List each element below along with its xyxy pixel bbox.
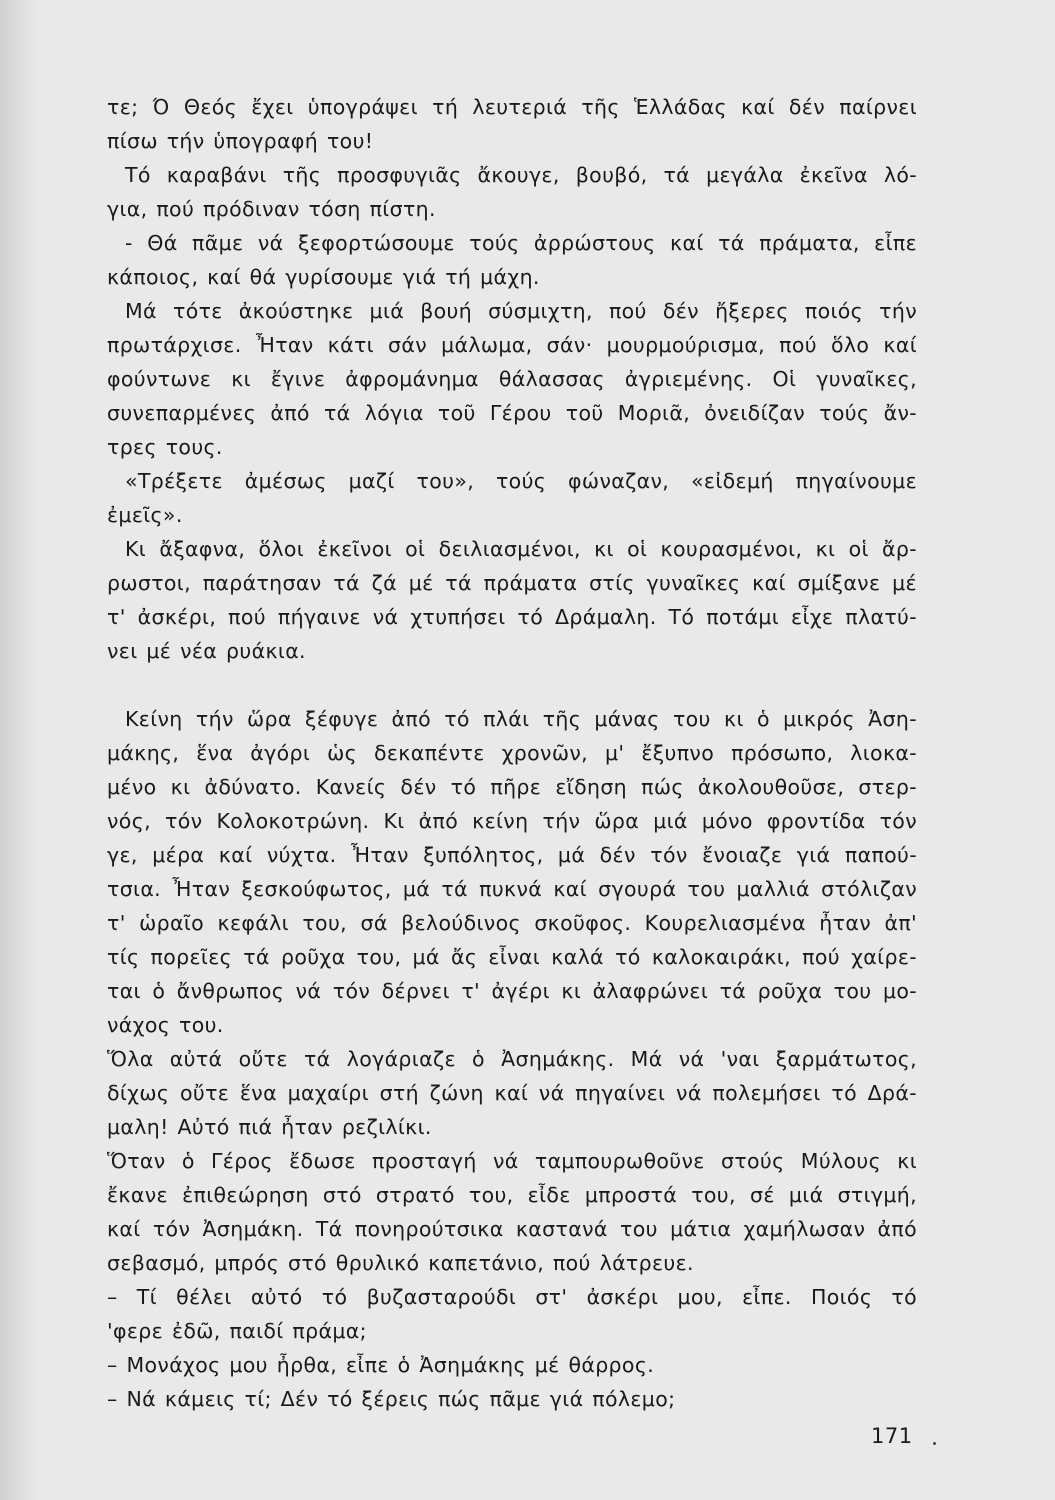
text-line: νει μέ νέα ρυάκια.: [107, 639, 306, 663]
text-line: Ὅταν ὁ Γέρος ἔδωσε προσταγή νά ταμπουρωθοῦνε στούς Μύλους κι: [107, 1149, 917, 1173]
body-text: [107, 90, 917, 1416]
text-line: νός, τόν Κολοκοτρώνη. Κι ἀπό κείνη τήν ὥρα μιά μόνο φροντίδα τόν: [107, 809, 917, 833]
text-line: σεβασμό, μπρός στό θρυλικό καπετάνιο, πού λάτρευε.: [107, 1251, 694, 1275]
text-line: γε, μέρα καί νύχτα. Ἦταν ξυπόλητος, μά δέν τόν ἔνοιαζε γιά παπού-: [107, 843, 917, 867]
text-line: Κι ἄξαφνα, ὅλοι ἐκεῖνοι οἱ δειλιασμένοι, κι οἱ κουρασμένοι, κι οἱ ἄρ-: [125, 537, 917, 561]
text-line: ρωστοι, παράτησαν τά ζά μέ τά πράματα στίς γυναῖκες καί σμίξανε μέ: [107, 571, 917, 595]
text-line: πίσω τήν ὑπογραφή του!: [107, 129, 374, 153]
text-line: «Τρέξετε ἀμέσως μαζί του», τούς φώναζαν, «εἰδεμή πηγαίνουμε: [125, 469, 917, 493]
text-line: ἐμεῖς».: [107, 503, 183, 527]
text-line: Ὅλα αὐτά οὔτε τά λογάριαζε ὁ Ἀσημάκης. Μά νά 'ναι ξαρμάτωτος,: [107, 1047, 917, 1071]
text-line: μαλη! Αὐτό πιά ἦταν ρεζιλίκι.: [107, 1115, 432, 1139]
text-line: – Μονάχος μου ἦρθα, εἶπε ὁ Ἀσημάκης μέ θάρρος.: [107, 1353, 655, 1377]
text-line: 'φερε ἐδῶ, παιδί πράμα;: [107, 1319, 367, 1343]
page-number: 171: [871, 1424, 913, 1448]
text-line: ται ὁ ἄνθρωπος νά τόν δέρνει τ' ἀγέρι κι ἀλαφρώνει τά ροῦχα του μο-: [107, 979, 917, 1003]
text-line: τσια. Ἦταν ξεσκούφωτος, μά τά πυκνά καί σγουρά του μαλλιά στόλιζαν: [107, 877, 917, 901]
text-line: - Θά πᾶμε νά ξεφορτώσουμε τούς ἀρρώστους καί τά πράματα, εἶπε: [125, 231, 917, 255]
text-line: – Τί θέλει αὐτό τό βυζασταρούδι στ' ἀσκέρι μου, εἶπε. Ποιός τό: [107, 1285, 917, 1309]
text-line: τ' ἀσκέρι, πού πήγαινε νά χτυπήσει τό Δράμαλη. Τό ποτάμι εἶχε πλατύ-: [107, 605, 917, 629]
text-line: τρες τους.: [107, 435, 223, 459]
text-line: τ' ὡραῖο κεφάλι του, σά βελούδινος σκοῦφος. Κουρελιασμένα ἦταν ἀπ': [107, 911, 917, 935]
text-line: Κείνη τήν ὥρα ξέφυγε ἀπό τό πλάι τῆς μάνας του κι ὁ μικρός Ἀση-: [125, 707, 917, 731]
text-line: για, πού πρόδιναν τόση πίστη.: [107, 197, 436, 221]
text-line: καί τόν Ἀσημάκη. Τά πονηρούτσικα καστανά του μάτια χαμήλωσαν ἀπό: [107, 1217, 917, 1241]
text-line: νάχος του.: [107, 1013, 224, 1037]
text-line: κάποιος, καί θά γυρίσουμε γιά τή μάχη.: [107, 265, 540, 289]
text-line: μένο κι ἀδύνατο. Κανείς δέν τό πῆρε εἴδηση πώς ἀκολουθοῦσε, στερ-: [107, 775, 917, 799]
text-line: μάκης, ἕνα ἀγόρι ὡς δεκαπέντε χρονῶν, μ' ἔξυπνο πρόσωπο, λιοκα-: [107, 741, 917, 765]
paragraph-gap: [107, 668, 917, 702]
text-line: – Νά κάμεις τί; Δέν τό ξέρεις πώς πᾶμε γιά πόλεμο;: [107, 1387, 676, 1411]
text-line: Τό καραβάνι τῆς προσφυγιᾶς ἄκουγε, βουβό, τά μεγάλα ἐκεῖνα λό-: [125, 163, 917, 187]
text-line: πρωτάρχισε. Ἦταν κάτι σάν μάλωμα, σάν· μουρμούρισμα, πού ὅλο καί: [107, 333, 917, 357]
text-line: τε; Ό Θεός ἔχει ὑπογράψει τή λευτεριά τῆς Ἑλλάδας καί δέν παίρνει: [107, 95, 917, 119]
text-line: συνεπαρμένες ἀπό τά λόγια τοῦ Γέρου τοῦ Μοριᾶ, ὀνειδίζαν τούς ἄν-: [107, 401, 917, 425]
text-line: φούντωνε κι ἔγινε ἀφρομάνημα θάλασσας ἀγριεμένης. Οἱ γυναῖκες,: [107, 367, 917, 391]
page-number-dot: [933, 1442, 936, 1445]
text-line: Μά τότε ἀκούστηκε μιά βουή σύσμιχτη, πού δέν ἤξερες ποιός τήν: [125, 299, 917, 323]
text-line: ἔκανε ἐπιθεώρηση στό στρατό του, εἶδε μπροστά του, σέ μιά στιγμή,: [107, 1183, 917, 1207]
text-line: δίχως οὔτε ἕνα μαχαίρι στή ζώνη καί νά πηγαίνει νά πολεμήσει τό Δρά-: [107, 1081, 917, 1105]
text-line: τίς πορεῖες τά ροῦχα του, μά ἄς εἶναι καλά τό καλοκαιράκι, πού χαίρε-: [107, 945, 917, 969]
